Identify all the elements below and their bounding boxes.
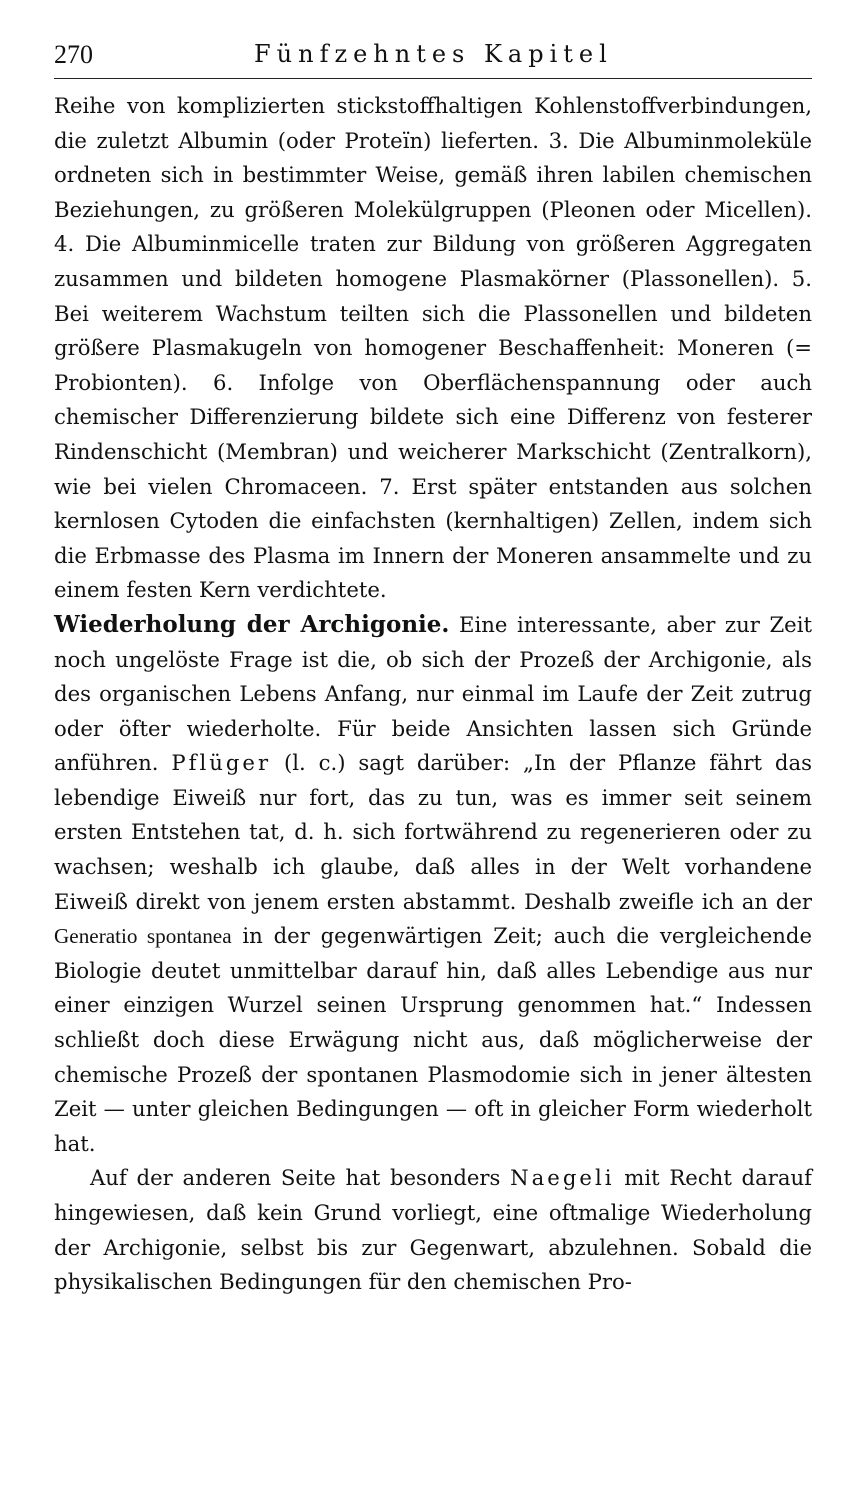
- paragraph-3-text-b: mit Recht darauf hingewiesen, daß kein Grund vorliegt, eine oftmalige Wiederholung der Archigonie, selbst bis zur Gegenwart, abzulehnen. Sobald die physikalischen Bedingungen für den chemischen Pro-: [54, 1165, 812, 1295]
- page-number: 270: [54, 40, 93, 69]
- running-head: Fünfzehntes Kapitel: [254, 40, 613, 68]
- body-text: [54, 89, 812, 1300]
- latin-term: Generatio spontanea: [54, 924, 232, 949]
- paragraph-continuation: [54, 89, 812, 608]
- book-page: [54, 36, 812, 1300]
- section-heading: Wiederholung der Archigonie.: [54, 610, 450, 638]
- paragraph-2-text-a: Eine interessante, aber zur Zeit noch ungelöste Frage ist die, ob sich der Prozeß der Archigonie, als des organischen Lebens Anfang, nur einmal im Laufe der Zeit zutrug oder öfter wiederholte. Für beide Ansichten lassen sich Gründe anführen.: [54, 611, 812, 776]
- paragraph-3-text-a: Auf der anderen Seite hat besonders: [90, 1165, 511, 1191]
- paragraph-1-text: Reihe von komplizierten stickstoffhaltigen Kohlenstoffverbindungen, die zuletzt Albumin (oder Proteïn) lieferten. 3. Die Albuminmoleküle ordneten sich in bestimmter Weise, gemäß ihren labilen chemischen Beziehungen, zu größeren Molekülgruppen (Pleonen oder Micellen). 4. Die Albuminmicelle traten zur Bildung von größeren Aggregaten zusammen und bildeten homogene Plasmakörner (Plassonellen). 5. Bei weiterem Wachstum teilten sich die Plassonellen und bildeten größere Plasmakugeln von homogener Beschaffenheit: Moneren (= Probionten). 6. Infolge von Oberflächenspannung oder auch chemischer Differenzierung bildete sich eine Differenz von festerer Rindenschicht (Membran) und weicherer Markschicht (Zentralkorn), wie bei vielen Chromaceen. 7. Erst später entstanden aus solchen kernlosen Cytoden die einfachsten (kernhaltigen) Zellen, indem sich die Erbmasse des Plasma im Innern der Moneren ansammelte und zu einem festen Kern verdichtete.: [54, 93, 812, 603]
- paragraph-naegeli: [54, 1161, 812, 1299]
- author-pflueger: Pflüger: [171, 750, 272, 776]
- paragraph-2-text-c: in der gegenwärtigen Zeit; auch die vergleichende Biologie deutet unmittelbar darauf hin, daß alles Lebendige aus nur einer einzigen Wurzel seinen Ursprung genommen hat.“ Indessen schließt doch diese Erwägung nicht aus, daß möglicherweise der chemische Prozeß der spontanen Plasmodomie sich in jener ältesten Zeit — unter gleichen Bedingungen — oft in gleicher Form wiederholt hat.: [54, 923, 813, 1156]
- author-naegeli: Naegeli: [510, 1165, 615, 1191]
- paragraph-archigonie: [54, 608, 812, 1162]
- page-header: [54, 36, 812, 79]
- paragraph-2-text-b: (l. c.) sagt darüber: „In der Pflanze fährt das lebendige Eiweiß nur fort, das zu tun, was es immer seit seinem ersten Entstehen tat, d. h. sich fortwährend zu regenerieren oder zu wachsen; weshalb ich glaube, daß alles in der Welt vorhandene Eiweiß direkt von jenem ersten abstammt. Deshalb zweifle ich an der: [54, 750, 812, 914]
